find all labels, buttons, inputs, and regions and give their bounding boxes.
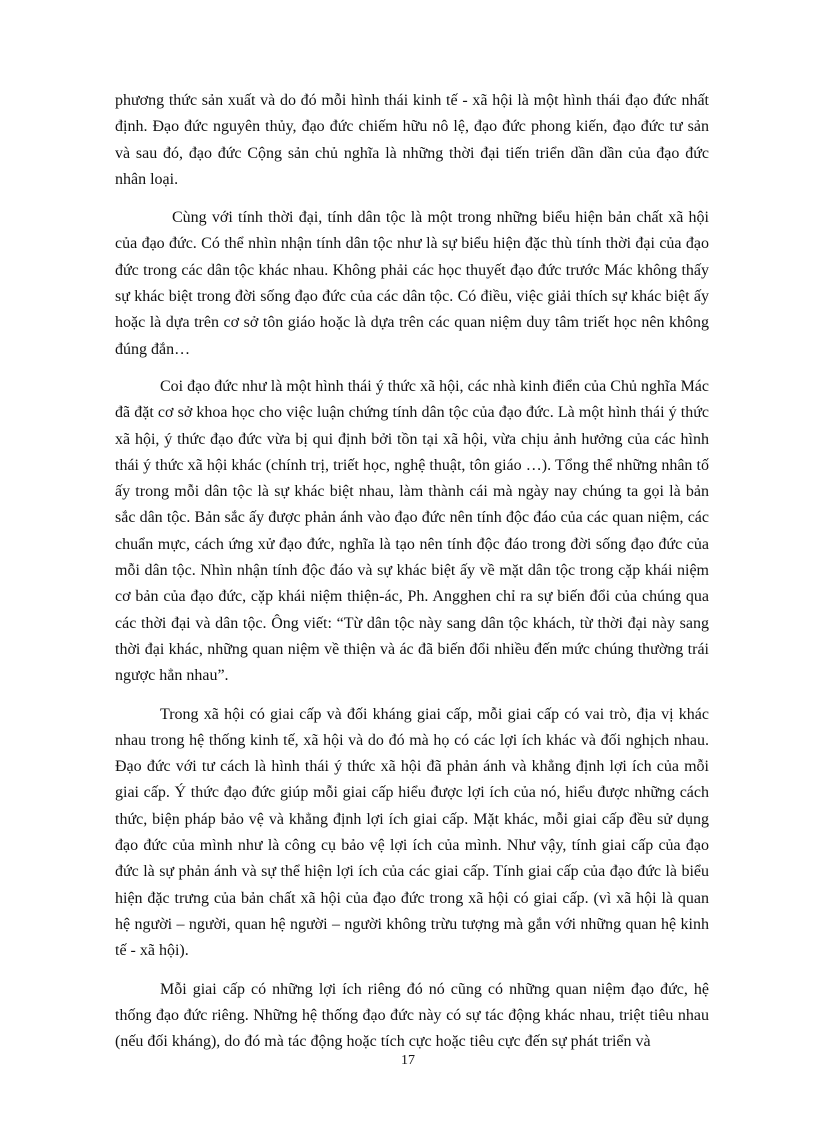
- paragraph-2: Cùng với tính thời đại, tính dân tộc là một trong những biểu hiện bản chất xã hội của đạo đức. Có thể nhìn nhận tính dân tộc như là sự biểu hiện đặc thù tính thời đại của đạo đức trong các dân tộc khác nhau. Không phải các học thuyết đạo đức trước Mác không thấy sự khác biệt trong đời sống đạo đức của các dân tộc. Có điều, việc giải thích sự khác biệt ấy hoặc là dựa trên cơ sở tôn giáo hoặc là dựa trên các quan niệm duy tâm triết học nên không đúng đắn…: [115, 209, 709, 358]
- paragraph-3: Coi đạo đức như là một hình thái ý thức xã hội, các nhà kinh điển của Chủ nghĩa Mác đã đặt cơ sở khoa học cho việc luận chứng tính dân tộc của đạo đức. Là một hình thái ý thức xã hội, ý thức đạo đức vừa bị qui định bởi tồn tại xã hội, vừa chịu ảnh hưởng của các hình thái ý thức xã hội khác (chính trị, triết học, nghệ thuật, tôn giáo …). Tổng thể những nhân tố ấy trong mỗi dân tộc là sự khác biệt nhau, làm thành cái mà ngày nay chúng ta gọi là bản sắc dân tộc. Bản sắc ấy được phản ánh vào đạo đức nên tính độc đáo của các quan niệm, các chuẩn mực, cách ứng xử đạo đức, nghĩa là tạo nên tính độc đáo trong đời sống đạo đức của mỗi dân tộc. Nhìn nhận tính độc đáo và sự khác biệt ấy về mặt dân tộc trong cặp khái niệm cơ bản của đạo đức, cặp khái niệm thiện-ác, Ph. Angghen chỉ ra sự biến đổi của chúng qua các thời đại và dân tộc. Ông viết: “Từ dân tộc này sang dân tộc khách, từ thời đại này sang thời đại khác, những quan niệm về thiện và ác đã biến đổi nhiều đến mức chúng thường trái ngược hẳn nhau”.: [115, 377, 709, 685]
- page-number: 17: [401, 1053, 415, 1068]
- paragraph-5: Mỗi giai cấp có những lợi ích riêng đó nó cũng có những quan niệm đạo đức, hệ thống đạo đức riêng. Những hệ thống đạo đức này có sự tác động khác nhau, triệt tiêu nhau (nếu đối kháng), do đó mà tác động hoặc tích cực hoặc tiêu cực đến sự phát triển và: [115, 980, 709, 1051]
- paragraph-1: phương thức sản xuất và do đó mỗi hình thái kinh tế - xã hội là một hình thái đạo đức nhất định. Đạo đức nguyên thủy, đạo đức chiếm hữu nô lệ, đạo đức phong kiến, đạo đức tư sản và sau đó, đạo đức Cộng sản chủ nghĩa là những thời đại tiến triển dần dần của đạo đức nhân loại.: [115, 92, 709, 188]
- paragraph-4: Trong xã hội có giai cấp và đối kháng giai cấp, mỗi giai cấp có vai trò, địa vị khác nhau trong hệ thống kinh tế, xã hội và do đó mà họ có các lợi ích khác và đối nghịch nhau. Đạo đức với tư cách là hình thái ý thức xã hội đã phản ánh và khẳng định lợi ích của mỗi giai cấp. Ý thức đạo đức giúp mỗi giai cấp hiểu được lợi ích của nó, hiểu được những cách thức, biện pháp bảo vệ và khẳng định lợi ích giai cấp. Mặt khác, mỗi giai cấp đều sử dụng đạo đức của mình như là công cụ bảo vệ lợi ích của mình. Như vậy, tính giai cấp của đạo đức là sự phản ánh và sự thể hiện lợi ích của các giai cấp. Tính giai cấp của đạo đức là biểu hiện đặc trưng của bản chất xã hội của đạo đức trong xã hội có giai cấp. (vì xã hội là quan hệ người – người, quan hệ người – người không trừu tượng mà gắn với những quan hệ kinh tế - xã hội).: [115, 705, 709, 960]
- document-body: [115, 88, 709, 1055]
